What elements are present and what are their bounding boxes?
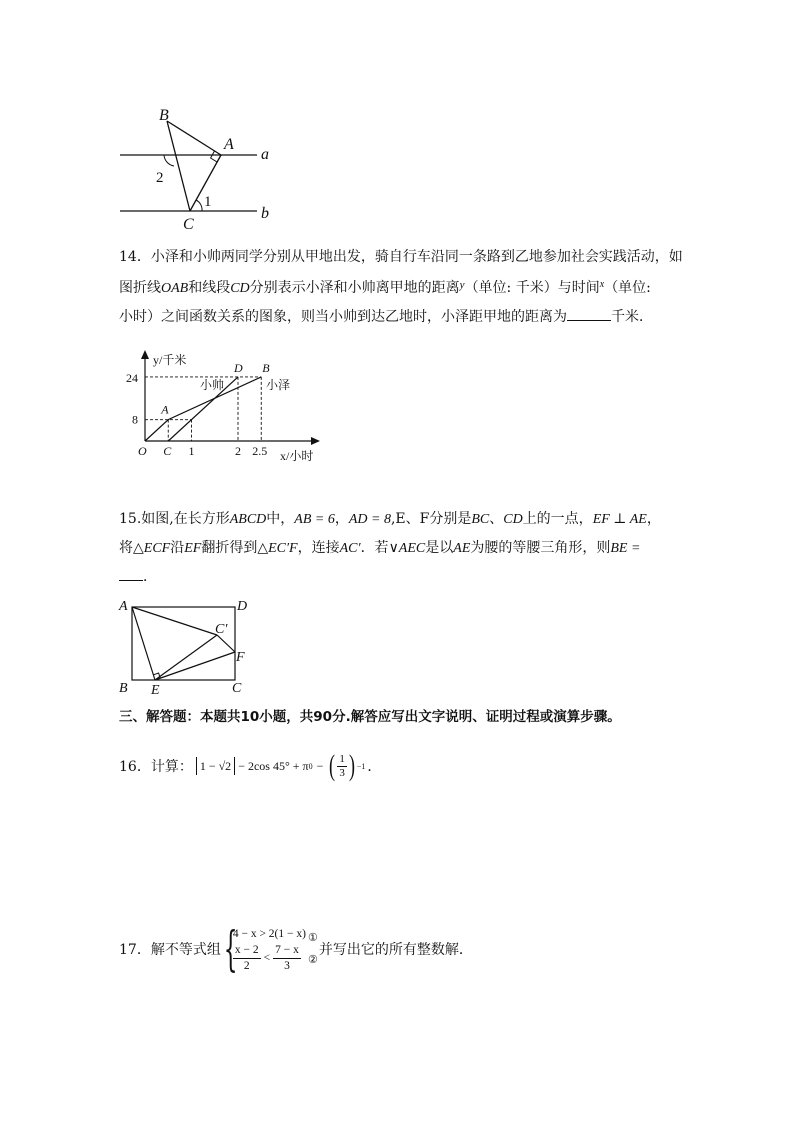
series-label-xiaoshuai: 小帅 [200,378,225,392]
q15-text: 翻折得到 [201,540,258,556]
q15-text: ．若 [360,540,389,556]
answer-blank-q15[interactable] [119,566,143,581]
q15-ae: AE [453,541,471,556]
label-c-prime: C′ [215,622,228,637]
q15-ac2: AC′ [339,541,361,556]
q15-line3 [119,563,661,591]
q15-text: ， [334,511,349,527]
rectangle-abcd [132,607,235,680]
rectangle-fold-figure [115,595,255,700]
q14-line1: 14．小泽和小帅两同学分别从甲地出发，骑自行车沿同一条路到乙地参加社会实践活动，如 [119,249,683,265]
q15-be-eq: BE = [610,541,641,556]
segment-ec-prime [155,635,217,680]
q14-line3 [119,303,683,331]
q15-tri-ecf: △ECF [133,541,171,556]
q14-x: x [599,279,605,290]
q15-text: 上的一点， [522,511,593,527]
q15-line2 [119,534,661,563]
section-3-heading: 三、解答题：本题共10小题，共90分.解答应写出文字说明、证明过程或演算步骤。 [119,709,621,725]
question-17 [119,918,473,980]
q14-text: 千米． [611,309,653,325]
label-d: D [237,599,248,614]
q16-prefix: 16．计算： [119,759,193,775]
q16-abs: 1 − √2 [196,757,235,775]
q15-ad-eq: AD = 8 [348,512,391,527]
q14-cd: CD [230,281,250,296]
q17-mark1: ① [307,931,318,944]
segment-ba [167,121,221,155]
label-line-a: a [261,146,269,163]
q15-perp: EF ⊥ AE [592,512,647,527]
tick-label-y24: 24 [126,370,138,385]
q17-marks [308,927,318,971]
q14-text: （单位: [604,280,651,296]
q15-tri-ecf2: △EC′F [257,541,298,556]
q15-text: 是以 [425,540,454,556]
segment-ef [155,652,235,680]
segment-c-prime-f [217,635,235,652]
tick-label-origin: O [138,444,147,458]
tick-label-c: C [163,444,172,458]
answer-blank-q14[interactable] [567,306,611,321]
q15-text: 、 [489,511,504,527]
label-c: C [232,681,242,696]
label-line-b: b [261,205,269,222]
q16-zero-exp: 0 [308,761,313,771]
q15-text: 沿 [170,540,185,556]
angle2-arc [164,155,174,166]
tick-label-x1: 1 [188,444,195,458]
q16-minus: − [316,758,324,773]
parallel-lines-figure [110,100,290,235]
point-label-b: B [262,360,270,375]
point-label-a: A [161,402,169,417]
q17-lt: < [263,952,271,964]
label-f: F [236,650,245,665]
q15-line1 [119,505,661,534]
q14-text: 和线段 [188,280,231,296]
q15-text: ，连接 [297,540,340,556]
segment-ac-prime [132,607,217,635]
label-b: B [119,681,128,696]
label-b-vertex: B [159,107,169,124]
q15-tri-aec: ∨AEC [388,541,426,556]
q16-paren-left: ( [329,749,336,782]
distance-time-chart [120,345,330,475]
q16-frac-den: 3 [339,766,345,779]
q15-ef: EF [184,541,202,556]
q14-text: 小时）之间函数关系的图象，则当小帅到达乙地时，小泽距甲地的距离为 [119,309,567,325]
segment-bc [167,121,190,211]
label-a-vertex: A [224,136,234,153]
question-14 [119,243,683,331]
q17-prefix: 17．解不等式组 [119,942,221,958]
q14-oab: OAB [161,281,189,296]
q17-ineq1: 4 − x > 2(1 − x) [232,927,306,940]
q17-num-left: x − 2 [233,943,261,959]
q16-frac-num: 1 [339,752,345,765]
q15-text: ， [646,511,661,527]
label-angle2: 2 [156,170,164,186]
label-e: E [151,683,160,698]
q14-text: 分别表示小泽和小帅离甲地的距离 [249,280,460,296]
q15-text: 15.如图,在长方形 [119,511,230,527]
segment-ae [132,607,155,680]
q17-suffix: 并写出它的所有整数解． [318,942,473,958]
q16-fraction [337,753,347,780]
q17-ineq2 [233,943,306,974]
angle1-arc [196,200,202,211]
q15-ab-eq: AB = 6 [294,512,335,527]
q15-text: ． [143,569,157,585]
label-a: A [119,599,128,614]
q16-end: ． [367,759,382,775]
tick-label-y8: 8 [132,412,138,427]
tick-label-x2_5: 2.5 [252,444,268,458]
q15-text: 为腰的等腰三角形，则 [470,540,611,556]
series-label-xiaoze: 小泽 [266,378,291,392]
label-c-vertex: C [183,216,194,233]
q15-text: ,E、F分别是 [390,511,472,527]
q17-num-right: 7 − x [273,943,301,959]
q15-bc: BC [471,512,490,527]
q17-mark2: ② [307,953,318,966]
question-15 [119,505,661,591]
tick-label-x2: 2 [235,444,241,458]
q17-brace: { [223,921,238,977]
q14-line2 [119,271,683,303]
q17-den-left: 2 [243,959,250,972]
q16-paren-right: ) [348,749,355,782]
label-angle1: 1 [204,194,212,210]
q14-y: y [459,279,465,291]
q15-text: 中， [266,511,295,527]
q15-cd: CD [503,512,523,527]
x-axis-arrow [311,437,320,445]
q15-text: 将 [119,540,133,556]
y-axis-label: y/千米 [153,353,187,367]
q15-abcd: ABCD [229,512,267,527]
question-16 [119,746,381,786]
point-label-d: D [234,360,243,375]
q16-exp: −1 [356,761,366,771]
q16-mid: − 2cos 45° + π [238,758,309,773]
y-axis-arrow [141,350,149,359]
q14-text: 图折线 [119,280,161,296]
q17-frac-right [273,943,301,974]
x-axis-label: x/小时 [280,449,314,463]
q14-text: （单位: 千米）与时间 [464,280,600,296]
q17-system [233,925,306,974]
q17-den-right: 3 [284,959,290,972]
